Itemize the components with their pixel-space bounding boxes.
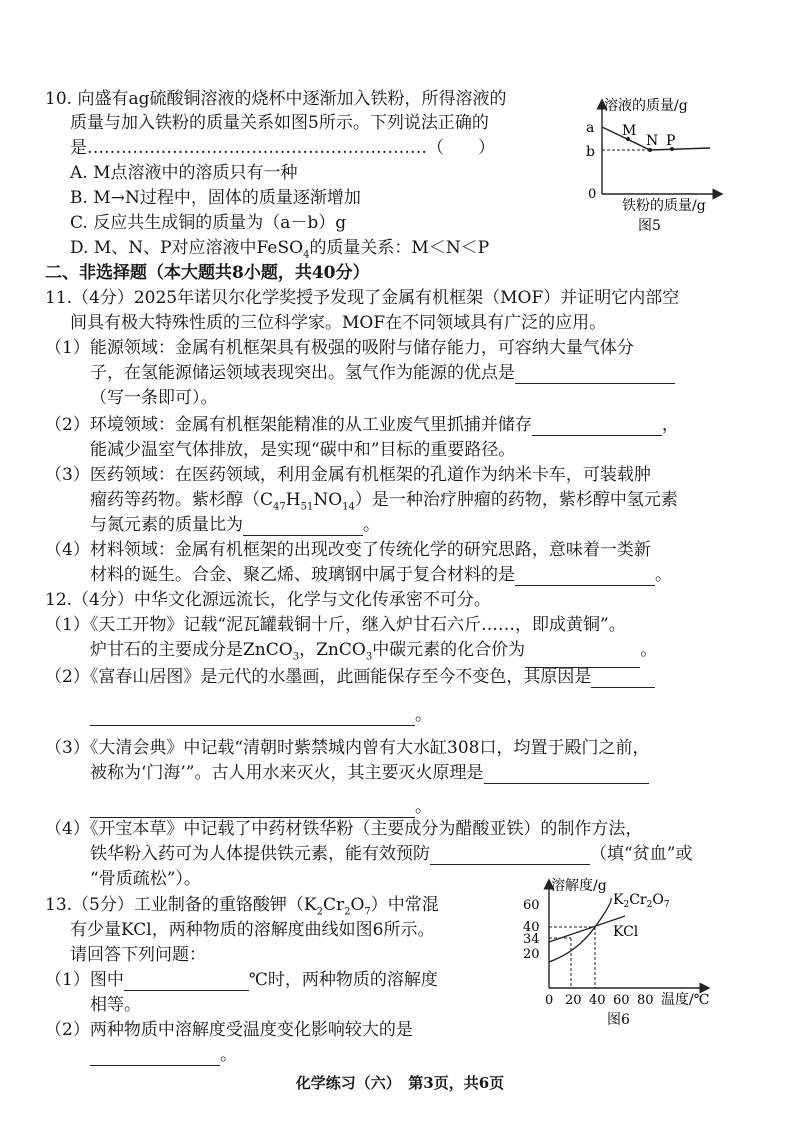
fig5-label-n: N [646, 133, 659, 149]
q10-option-a: A. M点溶液中的溶质只有一种 [70, 163, 298, 183]
q11-stem-line1: 11.（4分）2025年诺贝尔化学奖授予发现了金属有机框架（MOF）并证明它内部空 [45, 288, 680, 308]
figure-5 [580, 86, 730, 238]
q11-part2-answer-blank[interactable] [532, 417, 662, 436]
fig6-xtick-20: 20 [565, 993, 582, 1008]
q10-option-b: B. M→N过程中，固体的质量逐渐增加 [70, 188, 361, 208]
q11-part3-line1: （3）医药领域：在医药领域，利用金属有机框架的孔道作为纳米卡车，可装载肿 [45, 465, 651, 485]
q11-stem-line2: 间具有极大特殊性质的三位科学家。MOF在不同领域具有广泛的应用。 [70, 313, 607, 333]
fig6-ytick-40: 40 [523, 920, 540, 935]
q12-part1-line1: （1）《天工开物》记载“泥瓦罐载铜十斤，继入炉甘石六斤……，即成黄铜”。 [45, 615, 626, 635]
q11-part2-line1: （2）环境领域：金属有机框架能精准的从工业废气里抓捕并储存 ， [45, 415, 679, 435]
q11-part1-line3: （写一条即可）。 [90, 388, 218, 408]
q11-part2-line2: 能减少温室气体排放，是实现“碳中和”目标的重要路径。 [90, 440, 516, 460]
q13-part1-line2: 相等。 [90, 995, 141, 1015]
fig5-origin: 0 [588, 187, 597, 202]
section-2-heading: 二、非选择题（本大题共8小题，共40分） [45, 263, 370, 283]
q11-part3-line3: 与氮元素的质量比为 。 [90, 515, 380, 535]
q12-part2-answer-blank-b[interactable] [90, 707, 415, 726]
fig5-label-p: P [666, 133, 676, 149]
figure-6 [515, 876, 730, 1038]
q10-option-c: C. 反应共生成铜的质量为（a－b）g [70, 213, 347, 233]
fig6-ylabel: 溶解度/g [551, 878, 607, 894]
q12-part3-answer-blank-a[interactable] [484, 765, 649, 784]
q12-part3-line3: 。 [90, 796, 432, 818]
q13-part2-line1: （2）两种物质中溶解度受温度变化影响较大的是 [45, 1020, 413, 1040]
q12-stem: 12.（4分）中华文化源远流长，化学与文化传承密不可分。 [45, 590, 491, 610]
q13-part2-answer-blank[interactable] [90, 1047, 220, 1066]
q13-part1-line1: （1）图中 ℃时，两种物质的溶解度 [45, 970, 438, 990]
q10-stem-line2: 质量与加入铁粉的质量关系如图5所示。下列说法正确的 [70, 113, 489, 133]
fig5-label-a: a [586, 120, 595, 136]
fig6-ytick-60: 60 [523, 898, 540, 913]
fig6-xlabel: 温度/℃ [661, 992, 710, 1008]
q12-part2-line2: 。 [90, 704, 432, 726]
page-footer: 化学练习（六） 第3页，共6页 [295, 1074, 505, 1092]
q11-part1-line2: 子，在氢能源储运领域表现突出。氢气作为能源的优点是 [90, 362, 675, 384]
fig5-xlabel: 铁粉的质量/g [622, 198, 706, 214]
q13-stem-line1: 13.（5分）工业制备的重铬酸钾$(K_2Cr_2O_7)$中常混 [45, 895, 439, 918]
fig6-caption: 图6 [607, 1012, 630, 1028]
fig6-xtick-40: 40 [589, 993, 606, 1008]
q12-part3-line2: 被称为‘门海’”。古人用水来灭火，其主要灭火原理是 [90, 762, 649, 784]
q11-part4-line1: （4）材料领域：金属有机框架的出现改变了传统化学的研究思路，意味着一类新 [45, 540, 651, 560]
q12-part1-line2: 炉甘石的主要成分是ZnCO$_3$，ZnCO$_3$中碳元素的化合价为 。 [90, 639, 657, 668]
fig6-xtick-0: 0 [545, 993, 554, 1008]
q12-part4-line1: （4）《开宝本草》中记载了中药材铁华粉（主要成分为醋酸亚铁）的制作方法， [45, 819, 643, 839]
q11-part4-line2: 材料的诞生。合金、聚乙烯、玻璃钢中属于复合材料的是 。 [90, 565, 672, 585]
fig5-caption: 图5 [638, 218, 661, 234]
fig5-ylabel: 溶液的质量/g [604, 98, 688, 114]
q13-part2-line2: 。 [90, 1044, 237, 1066]
q11-part1-answer-blank[interactable] [515, 365, 675, 384]
q11-part1-line1: （1）能源领域：金属有机框架具有极强的吸附与储存能力，可容纳大量气体分 [45, 338, 634, 358]
q11-part4-answer-blank[interactable] [515, 567, 655, 586]
q10-stem-line3: 是……………………………………………………（ ） [70, 138, 495, 158]
q10-stem-line1: 10. 向盛有ag硫酸铜溶液的烧杯中逐渐加入铁粉，所得溶液的 [45, 89, 507, 109]
q13-stem-line3: 请回答下列问题： [70, 945, 206, 965]
q12-part2-answer-blank-a[interactable] [591, 669, 655, 688]
q12-part4-line2: 铁华粉入药可为人体提供铁元素，能有效预防 （填“贫血”或 [90, 844, 693, 864]
q12-part2-line1: （2）《富春山居图》是元代的水墨画，此画能保存至今不变色，其原因是 [45, 666, 655, 688]
fig5-label-m: M [622, 123, 637, 139]
q12-part3-line1: （3）《大清会典》中记载“清朝时紫禁城内曾有大水缸308口，均置于殿门之前， [45, 738, 650, 758]
fig6-ytick-34: 34 [523, 932, 540, 947]
q12-part3-answer-blank-b[interactable] [90, 799, 415, 818]
fig6-label-k2cr2o7: $K_2Cr_2O_7$ [613, 892, 670, 910]
q13-part1-answer-blank[interactable] [124, 972, 249, 991]
fig6-ytick-20: 20 [523, 947, 540, 962]
fig6-label-kcl: KCl [613, 924, 639, 940]
q12-part4-answer-blank[interactable] [430, 846, 590, 865]
q13-stem-line2: 有少量KCl，两种物质的溶解度曲线如图6所示。 [70, 920, 435, 940]
q10-option-d: D. M、N、P对应溶液中FeSO$_4$的质量关系：M＜N＜P [70, 238, 490, 261]
q11-part3-answer-blank[interactable] [243, 517, 363, 536]
fig6-xtick-60: 60 [613, 993, 630, 1008]
fig6-curve-k2cr2o7 [549, 898, 611, 962]
fig6-xtick-80: 80 [637, 993, 654, 1008]
fig5-label-b: b [586, 144, 595, 160]
q12-part4-line3: “骨质疏松”）。 [90, 869, 201, 889]
q11-part3-line2: 瘤药等药物。紫杉醇$(C_{47}H_{51}NO_{14})$是一种治疗肿瘤的药物，紫杉醇中氢元素 [90, 490, 678, 513]
